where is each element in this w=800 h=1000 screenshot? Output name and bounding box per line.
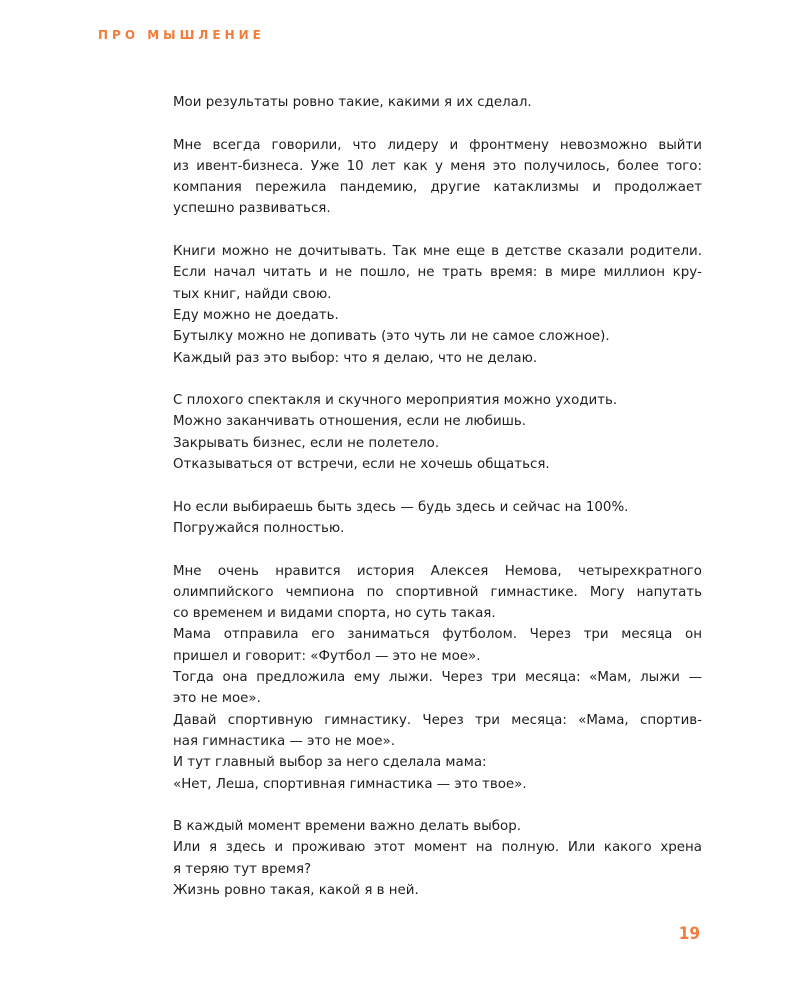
- text-line: олимпийского чемпиона по спортивной гимнастике. Могу напутать: [173, 584, 702, 600]
- text-line: Закрывать бизнес, если не полетело.: [173, 435, 440, 451]
- text-line: ная гимнастика — это не мое».: [173, 733, 395, 749]
- text-line: Книги можно не дочитывать. Так мне еще в детстве сказали родители.: [173, 244, 702, 260]
- text-line: из ивент-бизнеса. Уже 10 лет как у меня это получилось, более того:: [173, 158, 702, 174]
- paragraph: [173, 390, 702, 475]
- body-text: [173, 92, 702, 923]
- text-line: это не мое».: [173, 691, 261, 707]
- paragraph: [173, 816, 702, 901]
- text-line: Мама отправила его заниматься футболом. Через три месяца он: [173, 627, 702, 643]
- text-line: Бутылку можно не допивать (это чуть ли не самое сложное).: [173, 329, 610, 345]
- text-line: Можно заканчивать отношения, если не любишь.: [173, 414, 527, 430]
- text-line: Мне всегда говорили, что лидеру и фронтмену невозможно выйти: [173, 137, 702, 153]
- text-line: Жизнь ровно такая, какой я в ней.: [173, 882, 419, 898]
- running-header: ПРО МЫШЛЕНИЕ: [98, 28, 265, 42]
- text-line: Мои результаты ровно такие, какими я их сделал.: [173, 95, 532, 110]
- paragraph: [173, 241, 702, 369]
- text-line: успешно развиваться.: [173, 201, 331, 217]
- text-line: Если начал читать и не пошло, не трать время: в мире миллион кру-: [173, 265, 702, 281]
- text-line: И тут главный выбор за него сделала мама:: [173, 755, 487, 771]
- text-line: Мне очень нравится история Алексея Немова, четырехкратного: [173, 563, 702, 579]
- paragraph: [173, 497, 702, 540]
- text-line: Тогда она предложила ему лыжи. Через три месяца: «Мам, лыжи —: [173, 670, 702, 686]
- paragraph: [173, 135, 702, 220]
- text-line: С плохого спектакля и скучного мероприятия можно уходить.: [173, 393, 618, 409]
- paragraph: [173, 92, 702, 113]
- text-line: Но если выбираешь быть здесь — будь здесь и сейчас на 100%.: [173, 499, 629, 515]
- text-line: Погружайся полностью.: [173, 520, 345, 536]
- paragraph: [173, 561, 702, 795]
- text-line: тых книг, найди свою.: [173, 286, 332, 302]
- text-line: компания пережила пандемию, другие катаклизмы и продолжает: [173, 180, 702, 196]
- text-line: Или я здесь и проживаю этот момент на полную. Или какого хрена: [173, 840, 702, 856]
- text-line: Отказываться от встречи, если не хочешь общаться.: [173, 457, 550, 473]
- page-number: 19: [678, 924, 700, 944]
- text-line: Давай спортивную гимнастику. Через три месяца: «Мама, спортив-: [173, 712, 702, 728]
- text-line: Еду можно не доедать.: [173, 307, 339, 323]
- text-line: «Нет, Леша, спортивная гимнастика — это твое».: [173, 776, 527, 792]
- text-line: Каждый раз это выбор: что я делаю, что не делаю.: [173, 350, 538, 366]
- text-line: я теряю тут время?: [173, 861, 312, 877]
- text-line: В каждый момент времени важно делать выбор.: [173, 819, 521, 835]
- text-line: пришел и говорит: «Футбол — это не мое».: [173, 648, 481, 664]
- text-line: со временем и видами спорта, но суть такая.: [173, 606, 496, 622]
